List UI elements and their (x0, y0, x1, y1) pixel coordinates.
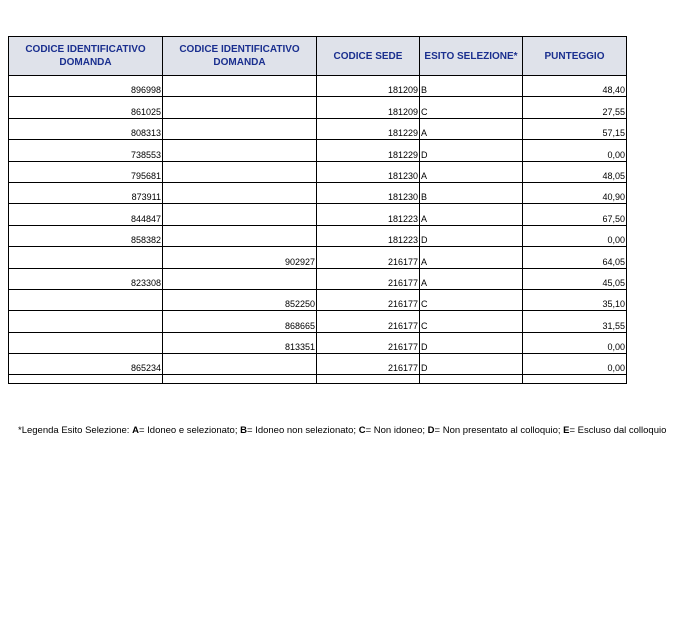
cell-punteggio: 40,90 (523, 182, 627, 203)
cell-codice-sede: 216177 (317, 268, 420, 289)
cell-codice-domanda-1: 896998 (9, 76, 163, 97)
table-row (9, 204, 627, 225)
legend-key: C (358, 425, 366, 436)
table-row (9, 268, 627, 289)
header-esito-selezione: ESITO SELEZIONE* (420, 37, 523, 76)
cell-codice-sede: 181229 (317, 140, 420, 161)
table-row (9, 161, 627, 182)
cell-punteggio: 0,00 (523, 225, 627, 246)
cell-esito: A (420, 204, 523, 225)
cell-punteggio: 31,55 (523, 311, 627, 332)
cell-codice-domanda-2 (163, 140, 317, 161)
cell-esito: A (420, 118, 523, 139)
header-codice-domanda-1: CODICE IDENTIFICATIVO DOMANDA (9, 37, 163, 76)
cell-esito: A (420, 268, 523, 289)
cell-punteggio: 27,55 (523, 97, 627, 118)
cell-codice-sede: 181230 (317, 182, 420, 203)
cell-codice-sede: 216177 (317, 354, 420, 375)
table-body (9, 76, 627, 384)
cell-codice-domanda-1: 823308 (9, 268, 163, 289)
cell-codice-domanda-2 (163, 76, 317, 97)
cell-punteggio: 0,00 (523, 354, 627, 375)
cell-codice-sede: 181223 (317, 225, 420, 246)
legend-text: = Escluso dal colloquio (569, 425, 667, 436)
cell-codice-domanda-1 (9, 311, 163, 332)
empty-cell (163, 375, 317, 384)
legend-key: D (427, 425, 435, 436)
table-row (9, 97, 627, 118)
header-row (9, 37, 627, 76)
cell-codice-domanda-2 (163, 118, 317, 139)
cell-esito: B (420, 182, 523, 203)
table-row (9, 76, 627, 97)
legend-prefix: *Legenda Esito Selezione: (18, 425, 133, 436)
cell-codice-domanda-2 (163, 97, 317, 118)
cell-punteggio: 57,15 (523, 118, 627, 139)
cell-codice-sede: 216177 (317, 332, 420, 353)
cell-punteggio: 0,00 (523, 140, 627, 161)
cell-codice-domanda-2 (163, 182, 317, 203)
cell-codice-sede: 216177 (317, 311, 420, 332)
cell-codice-domanda-2: 868665 (163, 311, 317, 332)
cell-codice-domanda-1 (9, 332, 163, 353)
cell-codice-domanda-2 (163, 225, 317, 246)
empty-cell (317, 375, 420, 384)
cell-codice-domanda-2 (163, 354, 317, 375)
table-row (9, 332, 627, 353)
cell-codice-sede: 181209 (317, 76, 420, 97)
results-table (8, 36, 627, 384)
empty-cell (9, 375, 163, 384)
legend-key: E (563, 425, 570, 436)
cell-codice-domanda-1: 844847 (9, 204, 163, 225)
results-sheet (8, 36, 667, 436)
cell-codice-domanda-2 (163, 161, 317, 182)
table-row (9, 247, 627, 268)
cell-codice-domanda-1: 865234 (9, 354, 163, 375)
cell-punteggio: 0,00 (523, 332, 627, 353)
cell-esito: A (420, 247, 523, 268)
table-row (9, 289, 627, 310)
legend-key: A (132, 425, 139, 436)
cell-codice-sede: 216177 (317, 247, 420, 268)
legend-text: = Non presentato al colloquio; (434, 425, 564, 436)
cell-codice-sede: 181229 (317, 118, 420, 139)
cell-punteggio: 64,05 (523, 247, 627, 268)
cell-codice-domanda-1: 738553 (9, 140, 163, 161)
cell-esito: C (420, 97, 523, 118)
empty-cell (523, 375, 627, 384)
cell-esito: A (420, 161, 523, 182)
cell-codice-sede: 216177 (317, 289, 420, 310)
header-codice-domanda-2: CODICE IDENTIFICATIVO DOMANDA (163, 37, 317, 76)
cell-punteggio: 48,40 (523, 76, 627, 97)
cell-esito: D (420, 225, 523, 246)
table-row-spacer (9, 375, 627, 384)
header-codice-sede: CODICE SEDE (317, 37, 420, 76)
table-row (9, 182, 627, 203)
cell-punteggio: 45,05 (523, 268, 627, 289)
legend-text: = Non idoneo; (365, 425, 428, 436)
legend-key: B (240, 425, 247, 436)
legend-note (18, 425, 666, 436)
table-row (9, 354, 627, 375)
table-row (9, 118, 627, 139)
cell-codice-domanda-2 (163, 204, 317, 225)
cell-codice-sede: 181230 (317, 161, 420, 182)
cell-punteggio: 67,50 (523, 204, 627, 225)
cell-codice-domanda-2: 852250 (163, 289, 317, 310)
cell-esito: D (420, 140, 523, 161)
cell-codice-domanda-2: 902927 (163, 247, 317, 268)
cell-codice-domanda-1 (9, 247, 163, 268)
cell-esito: C (420, 289, 523, 310)
legend-text: = Idoneo e selezionato; (138, 425, 241, 436)
table-row (9, 140, 627, 161)
table-row (9, 311, 627, 332)
cell-codice-sede: 181209 (317, 97, 420, 118)
cell-punteggio: 48,05 (523, 161, 627, 182)
cell-codice-domanda-1: 861025 (9, 97, 163, 118)
cell-esito: D (420, 332, 523, 353)
cell-codice-domanda-1: 795681 (9, 161, 163, 182)
cell-codice-sede: 181223 (317, 204, 420, 225)
cell-codice-domanda-2 (163, 268, 317, 289)
cell-esito: D (420, 354, 523, 375)
header-punteggio: PUNTEGGIO (523, 37, 627, 76)
cell-esito: B (420, 76, 523, 97)
cell-codice-domanda-1: 808313 (9, 118, 163, 139)
legend-text: = Idoneo non selezionato; (247, 425, 359, 436)
cell-esito: C (420, 311, 523, 332)
cell-codice-domanda-1: 858382 (9, 225, 163, 246)
empty-cell (420, 375, 523, 384)
cell-codice-domanda-2: 813351 (163, 332, 317, 353)
cell-codice-domanda-1: 873911 (9, 182, 163, 203)
cell-punteggio: 35,10 (523, 289, 627, 310)
table-row (9, 225, 627, 246)
cell-codice-domanda-1 (9, 289, 163, 310)
